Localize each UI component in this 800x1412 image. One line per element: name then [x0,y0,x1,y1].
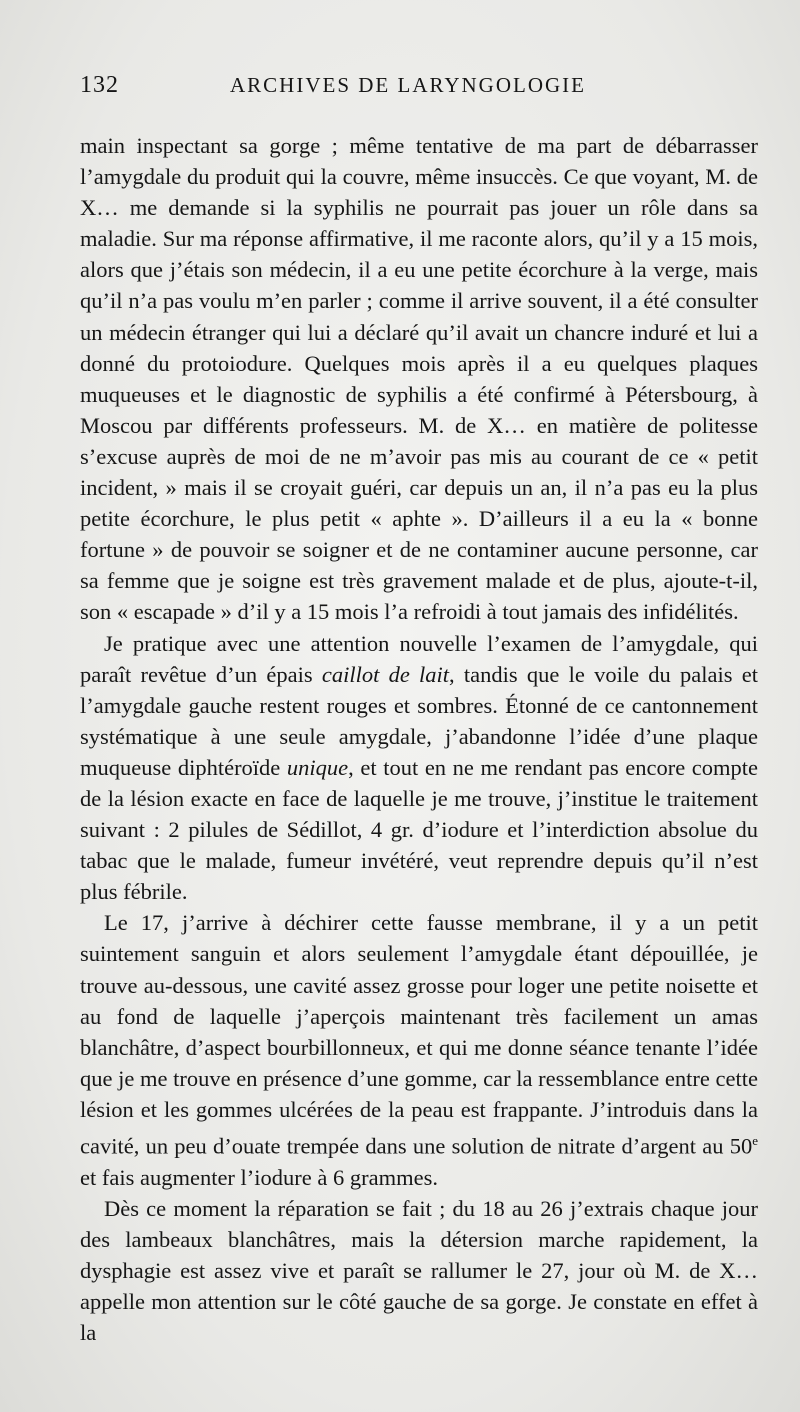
paragraph-3 [80,907,758,1192]
journal-title: ARCHIVES DE LARYNGOLOGIE [230,73,586,97]
text-run: Je pratique avec une attention nouvelle l’examen de l’amygdale, qui paraît revêtue d’un épais [80,630,758,687]
paragraph-1 [80,130,758,628]
running-head [80,72,758,112]
italic-text: unique [286,754,349,780]
paragraph-4 [80,1193,758,1348]
text-run: , et tout en ne me rendant pas encore compte de la lésion exacte en face de laquelle je me trouve, j’institue le traitement suivant : 2 pilules de Sédillot, 4 gr. d’iodure et l’interdiction absolue du tabac que le malade, fumeur invétéré, veut reprendre depuis qu’il n’est plus fébrile. [80,754,759,905]
text-run: main inspectant sa gorge ; même tentative de ma part de débarrasser l’amygdale du produit qui la couvre, même insuccès. Ce que voyant, M. de X… me demande si la syphilis ne pourrait pas jouer un rôle dans sa maladie. Sur ma réponse affirmative, il me raconte alors, qu’il y a 15 mois, alors que j’étais son médecin, il a eu une petite écorchure à la verge, mais qu’il n’a pas voulu m’en parler ; comme il arrive souvent, il a été consulter un médecin étranger qui lui a déclaré qu’il avait un chancre induré et lui a donné du protoiodure. Quelques mois après il a eu quelques plaques muqueuses et le diagnostic de syphilis a été confirmé à Pétersbourg, à Moscou par différents professeurs. M. de X… en matière de politesse s’excuse auprès de moi de ne m’avoir pas mis au courant de ce « petit incident, » mais il se croyait guéri, car depuis un an, il n’a pas eu la plus petite écorchure, le plus petit « aphte ». D’ailleurs il a eu la « bonne fortune » de pouvoir se soigner et de ne contaminer aucune personne, car sa femme que je soigne est très gravement malade et de plus, ajoute-t-il, son « escapade » d’il y a 15 mois l’a refroidi à tout jamais des infidélités. [80,133,758,625]
text-run: Le 17, j’arrive à déchirer cette fausse membrane, il y a un petit suintement sanguin et alors seulement l’amygdale étant dépouillée, je trouve au-dessous, une cavité assez grosse pour loger une petite noisette et au fond de laquelle j’aperçois maintenant très facilement un amas blanchâtre, d’aspect bourbillonneux, et qui me donne séance tenante l’idée que je me trouve en présence d’une gomme, car la ressemblance entre cette lésion et les gommes ulcérées de la peau est frappante. J’introduis dans la cavité, un peu d’ouate trempée dans une solution de nitrate d’argent au 50 [80,910,758,1159]
italic-text: caillot de lait [321,661,450,687]
text-run: Dès ce moment la réparation se fait ; du 18 au 26 j’extrais chaque jour des lambeaux blanchâtres, mais la détersion marche rapidement, la dysphagie est assez vive et paraît se rallumer le 27, jour où M. de X… appelle mon attention sur le côté gauche de sa gorge. Je constate en effet à la [80,1195,758,1346]
body-text [80,130,758,1348]
paragraph-2 [80,628,758,908]
superscript-text: e [752,1133,758,1148]
page-number: 132 [80,72,119,98]
text-run: , tandis que le voile du palais et l’amygdale gauche restent rouges et sombres. Étonné de ce cantonnement systématique à une seule amygdale, j’abandonne l’idée d’une plaque muqueuse diphtéroïde [80,661,758,780]
text-run: et fais augmenter l’iodure à 6 grammes. [80,1164,438,1190]
